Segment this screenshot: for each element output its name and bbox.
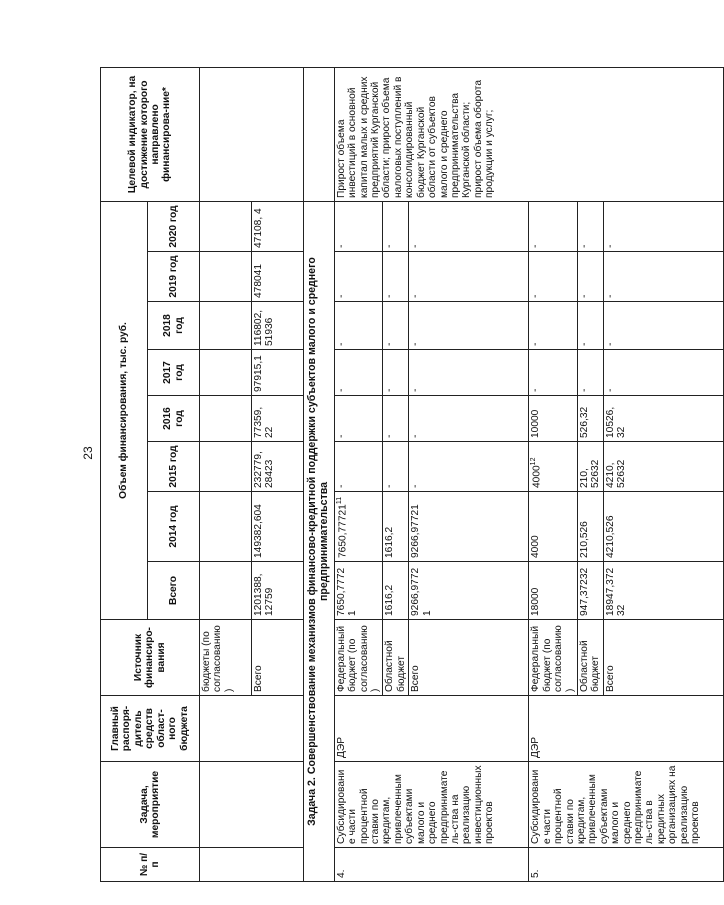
cell-2019: - bbox=[603, 252, 723, 302]
cell-2019 bbox=[200, 252, 252, 302]
cell-2016 bbox=[200, 396, 252, 442]
table-row bbox=[200, 67, 252, 881]
cell-2019: - bbox=[383, 252, 409, 302]
header-task: Задача, мероприятие bbox=[101, 762, 200, 848]
item-manager: ДЭР bbox=[334, 696, 529, 762]
header-2017: 2017 год bbox=[148, 350, 200, 396]
header-manager: Главный распоря-дитель средств област-ного бюджета bbox=[101, 696, 200, 762]
cell-2017 bbox=[200, 350, 252, 396]
cell-2019: - bbox=[577, 252, 603, 302]
cell-2018: - bbox=[603, 302, 723, 350]
item-number: 5. bbox=[529, 848, 724, 882]
cell-source: Областной бюджет bbox=[383, 620, 409, 696]
cell-2014: 210,526 bbox=[577, 492, 603, 562]
cell-2020: - bbox=[529, 201, 578, 251]
cell-2018: - bbox=[577, 302, 603, 350]
cell-total: 18000 bbox=[529, 562, 578, 620]
cell-2018: - bbox=[409, 302, 529, 350]
item-number: 4. bbox=[334, 848, 529, 882]
header-volume: Объем финансирования, тыс. руб. bbox=[101, 201, 148, 619]
task-row bbox=[304, 67, 335, 881]
cell-2020: - bbox=[409, 201, 529, 251]
header-2020: 2020 год bbox=[148, 201, 200, 251]
cell-2018: - bbox=[383, 302, 409, 350]
cell-2017: 97915,1 bbox=[252, 350, 304, 396]
cell-2018: - bbox=[334, 302, 383, 350]
header-2016: 2016 год bbox=[148, 396, 200, 442]
cell-2014: 7650,77721$^{11}$ bbox=[334, 492, 383, 562]
cell-2016: - bbox=[409, 396, 529, 442]
cell-2015: - bbox=[409, 442, 529, 492]
cell-2015: - bbox=[383, 442, 409, 492]
cell-2016: 77359, 22 bbox=[252, 396, 304, 442]
cell-2016: - bbox=[334, 396, 383, 442]
header-2019: 2019 год bbox=[148, 252, 200, 302]
cell-2020: - bbox=[603, 201, 723, 251]
cell-source: Федеральный бюджет (по согласованию) bbox=[334, 620, 383, 696]
table-row bbox=[334, 67, 383, 881]
cell-2020: - bbox=[334, 201, 383, 251]
cell-2018: - bbox=[529, 302, 578, 350]
cell-2016: 10526, 32 bbox=[603, 396, 723, 442]
cell-2017: - bbox=[603, 350, 723, 396]
cell-2015: - bbox=[334, 442, 383, 492]
cell-source: Федеральный бюджет (по согласованию) bbox=[529, 620, 578, 696]
table-viewport bbox=[100, 68, 702, 882]
cell-2017: - bbox=[409, 350, 529, 396]
target-indicator: Прирост объема инвестиций в основной капитал малых и средних предприятий Курганской области; прирост объема налоговых поступлений в консолидированный бюджет Курганской области от субъектов малого и среднего предпринимательства Курганской области; прирост объема оборота продукции и услуг; bbox=[334, 67, 723, 201]
cell-2016: 526,32 bbox=[577, 396, 603, 442]
item-name: Субсидирование части процентной ставки по кредитам, привлеченным субъектами малого и среднего предприниматель-ства на реализацию инвестиционных проектов bbox=[334, 762, 529, 848]
cell-total: 1201388, 12759 bbox=[252, 562, 304, 620]
page-number: 23 bbox=[81, 446, 95, 460]
cell-2014: 4000 bbox=[529, 492, 578, 562]
cell-2015: 210, 52632 bbox=[577, 442, 603, 492]
financing-table bbox=[100, 67, 724, 882]
cell-2015: 4000$^{12}$ bbox=[529, 442, 578, 492]
footnote-mark: 12 bbox=[530, 457, 538, 466]
cell-2014: 149382,604 bbox=[252, 492, 304, 562]
cell-2020: - bbox=[383, 201, 409, 251]
cell-2019: - bbox=[529, 252, 578, 302]
cell-2020 bbox=[200, 201, 252, 251]
cell-total: 947,37232 bbox=[577, 562, 603, 620]
cell-2015 bbox=[200, 442, 252, 492]
cell-total: 7650,77721 bbox=[334, 562, 383, 620]
cell-2015: 4210, 52632 bbox=[603, 442, 723, 492]
header-2014: 2014 год bbox=[148, 492, 200, 562]
cell-2014 bbox=[200, 492, 252, 562]
task-2-title: Задача 2. Совершенствование механизмов финансово-кредитной поддержки субъектов малого и среднего предпринимательства bbox=[304, 201, 335, 881]
cell-2014: 1616,2 bbox=[383, 492, 409, 562]
header-2015: 2015 год bbox=[148, 442, 200, 492]
cell-source: Всего bbox=[603, 620, 723, 696]
header-num: № п/п bbox=[101, 848, 200, 882]
header-2018: 2018 год bbox=[148, 302, 200, 350]
cell-2019: 478041 bbox=[252, 252, 304, 302]
cell-total: 1616,2 bbox=[383, 562, 409, 620]
cell-2014: 9266,97721 bbox=[409, 492, 529, 562]
item-manager: ДЭР bbox=[529, 696, 724, 762]
cell-2015: 232779, 28423 bbox=[252, 442, 304, 492]
cell-2019: - bbox=[334, 252, 383, 302]
cell-total bbox=[200, 562, 252, 620]
cell-2020: - bbox=[577, 201, 603, 251]
cell-source: бюджеты (по согласованию) bbox=[200, 620, 252, 696]
cell-2019: - bbox=[409, 252, 529, 302]
cell-total: 18947,37232 bbox=[603, 562, 723, 620]
cell-2018: 116802, 51936 bbox=[252, 302, 304, 350]
item-name: Субсидирование части процентной ставки по кредитам, привлеченным субъектами малого и среднего предприниматель-ства в кредитных организациях на реализацию проектов bbox=[529, 762, 724, 848]
cell-2018 bbox=[200, 302, 252, 350]
footnote-mark: 11 bbox=[335, 496, 343, 505]
cell-2017: - bbox=[334, 350, 383, 396]
cell-total: 9266,97721 bbox=[409, 562, 529, 620]
header-target: Целевой индикатор, на достижение которого направлено финансирова-ние* bbox=[101, 67, 200, 201]
cell-2016: - bbox=[383, 396, 409, 442]
cell-2017: - bbox=[529, 350, 578, 396]
cell-2020: 47108, 4 bbox=[252, 201, 304, 251]
cell-2016: 10000 bbox=[529, 396, 578, 442]
header-source: Источник финансиро-вания bbox=[101, 620, 200, 696]
rotated-table-container bbox=[100, 68, 702, 882]
cell-source: Областной бюджет bbox=[577, 620, 603, 696]
cell-2014: 4210,526 bbox=[603, 492, 723, 562]
cell-2017: - bbox=[577, 350, 603, 396]
cell-source: Всего bbox=[252, 620, 304, 696]
header-total: Всего bbox=[148, 562, 200, 620]
cell-2017: - bbox=[383, 350, 409, 396]
cell-source: Всего bbox=[409, 620, 529, 696]
